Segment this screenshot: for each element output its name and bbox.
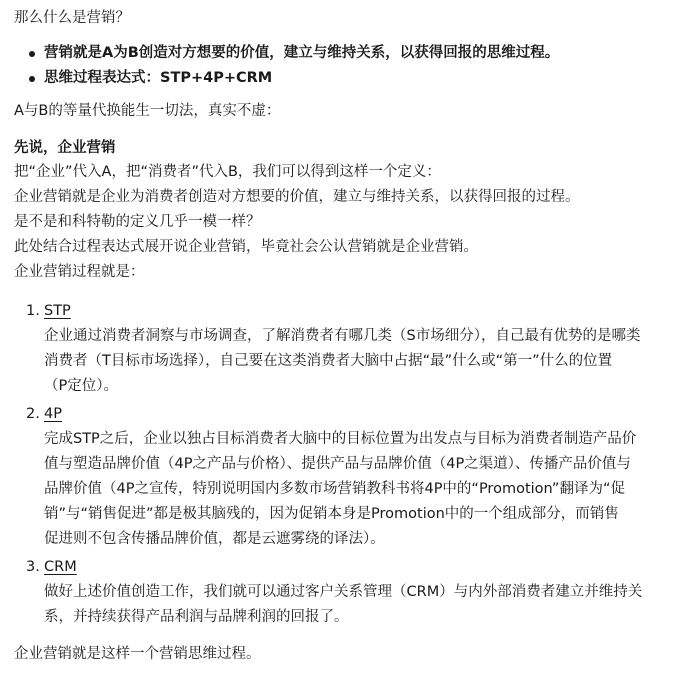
- step-number: 2.: [26, 406, 40, 422]
- step-body: [44, 324, 680, 399]
- step-title-link[interactable]: STP: [44, 303, 71, 319]
- section-line: 企业营销就是企业为消费者创造对方想要的价值，建立与维持关系，以获得回报的过程。: [14, 189, 580, 205]
- step-line: 值与塑造品牌价值（4P之产品与价格）、提供产品与品牌价值（4P之渠道）、传播产品价值与: [44, 456, 631, 472]
- step-line: 销”与“销售促进”都是极其脑残的，因为促销本身是Promotion中的一个组成部分，而销售: [44, 506, 619, 522]
- bullet-dot-icon: [29, 51, 35, 57]
- step-4p: [14, 402, 680, 552]
- step-number: 1.: [26, 303, 40, 319]
- step-line: 品牌价值（4P之宣传，特别说明国内多数市场营销教科书将4P中的“Promotion”翻译为“促: [44, 481, 625, 497]
- step-title-link[interactable]: CRM: [44, 559, 77, 575]
- ab-statement: A与B的等量代换能生一切法，真实不虚：: [14, 103, 281, 119]
- step-stp: [14, 299, 680, 399]
- bullet-text: 思维过程表达式：STP+4P+CRM: [44, 70, 273, 86]
- intro-question: 那么什么是营销？: [14, 10, 130, 26]
- section-line: 企业营销过程就是：: [14, 264, 145, 280]
- step-line: 完成STP之后，企业以独占目标消费者大脑中的目标位置为出发点与目标为消费者制造产品价: [44, 431, 637, 447]
- step-body: [44, 427, 680, 552]
- section-line: 把“企业”代入A，把“消费者”代入B，我们可以得到这样一个定义：: [14, 164, 441, 180]
- step-line: 促进则不包含传播品牌价值，都是云遮雾绕的译法）。: [44, 531, 385, 547]
- definition-bullets: [14, 41, 680, 91]
- step-line: 做好上述价值创造工作，我们就可以通过客户关系管理（CRM）与内外部消费者建立并维持关: [44, 584, 643, 600]
- section-title: 先说，企业营销: [14, 140, 116, 156]
- step-title-link[interactable]: 4P: [44, 406, 62, 422]
- bullet-dot-icon: [29, 76, 35, 82]
- step-crm: [14, 555, 680, 630]
- section-line: 是不是和科特勒的定义几乎一模一样？: [14, 214, 261, 230]
- step-number: 3.: [26, 559, 40, 575]
- closing-line: 企业营销就是这样一个营销思维过程。: [14, 646, 261, 662]
- step-body: [44, 580, 680, 630]
- step-line: 企业通过消费者洞察与市场调查，了解消费者有哪几类（S市场细分），自己最有优势的是哪类: [44, 328, 641, 344]
- step-line: 系，并持续获得产品利润与品牌利润的回报了。: [44, 609, 349, 625]
- step-line: 消费者（T目标市场选择），自己要在这类消费者大脑中占据“最”什么或“第一”什么的位置: [44, 353, 613, 369]
- section-line: 此处结合过程表达式展开说企业营销，毕竟社会公认营销就是企业营销。: [14, 239, 478, 255]
- step-line: （P定位）。: [44, 378, 118, 394]
- process-steps: [14, 299, 680, 630]
- bullet-text: 营销就是A为B创造对方想要的价值，建立与维持关系，以获得回报的思维过程。: [44, 45, 560, 61]
- bullet-expression: [14, 66, 680, 91]
- bullet-definition: [14, 41, 680, 66]
